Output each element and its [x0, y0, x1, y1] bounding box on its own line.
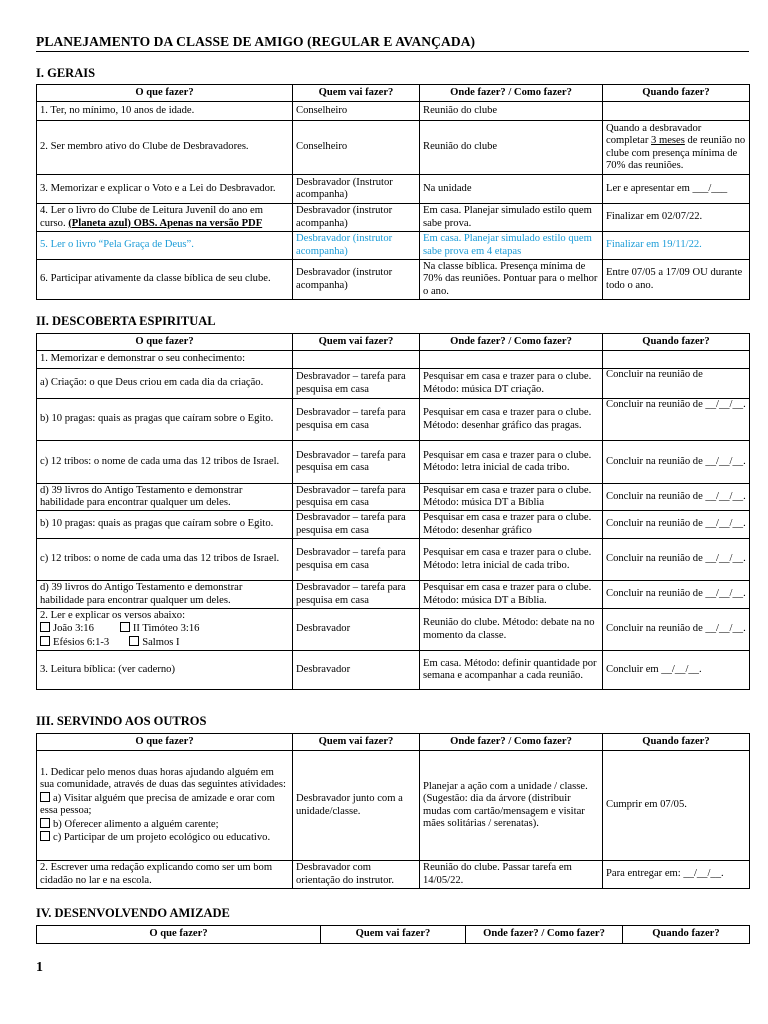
table-header-row	[37, 85, 750, 102]
cell-what	[37, 751, 293, 861]
table-header-row	[37, 734, 750, 751]
cell-where: Em casa. Planejar simulado estilo quem sabe prova em 4 etapas	[420, 232, 603, 260]
verse-col2	[120, 622, 200, 636]
cell-when: Concluir na reunião de	[603, 369, 750, 399]
when-text-part: Quando a desbravador completar	[606, 122, 702, 146]
verse-col2	[129, 636, 179, 650]
cell-where: Em casa. Planejar simulado estilo quem sabe prova.	[420, 204, 603, 232]
header-what: O que fazer?	[37, 926, 321, 944]
section-heading-descoberta: II. DESCOBERTA ESPIRITUAL	[36, 314, 216, 328]
cell-where: Reunião do clube	[420, 102, 603, 121]
section-heading-gerais: I. GERAIS	[36, 66, 96, 80]
cell-what: 3. Leitura bíblica: (ver caderno)	[37, 651, 293, 690]
cell-what: 2. Escrever uma redação explicando como ser um bom cidadão no lar e na escola.	[37, 861, 293, 889]
service-option	[40, 818, 289, 832]
cell-when: Concluir na reunião de __/__/__.	[603, 399, 750, 441]
table-row	[37, 861, 750, 889]
table-row	[37, 609, 750, 651]
service-option	[40, 792, 289, 818]
table-row	[37, 511, 750, 539]
cell-who: Desbravador junto com a unidade/classe.	[293, 751, 420, 861]
table-row	[37, 651, 750, 690]
cell-who: Conselheiro	[293, 121, 420, 175]
header-when: Quando fazer?	[603, 334, 750, 351]
cell-what: 1. Ter, no mínimo, 10 anos de idade.	[37, 102, 293, 121]
cell-where: Pesquisar em casa e trazer para o clube. Método: música DT a Bíblia.	[420, 581, 603, 609]
table-gerais	[36, 84, 750, 300]
table-row	[37, 539, 750, 581]
option-label: c) Participar de um projeto ecológico ou educativo.	[53, 832, 271, 843]
checkbox[interactable]	[40, 792, 50, 802]
cell-what: 6. Participar ativamente da classe bíblica de seu clube.	[37, 260, 293, 300]
verse-label: Salmos I	[142, 636, 180, 648]
checkbox[interactable]	[40, 636, 50, 646]
cell-who: Desbravador – tarefa para pesquisa em casa	[293, 369, 420, 399]
table-header-row	[37, 334, 750, 351]
table-row	[37, 121, 750, 175]
cell-when: Concluir na reunião de __/__/__.	[603, 511, 750, 539]
cell-when: Concluir na reunião de __/__/__.	[603, 441, 750, 484]
cell-who	[293, 351, 420, 369]
what-text-part: 4. Ler o livro do Clube de Leitura Juvenil do ano em curso.	[40, 205, 264, 229]
verse-label: Efésios 6:1-3	[53, 636, 110, 648]
table-row	[37, 581, 750, 609]
cell-where: Em casa. Método: definir quantidade por semana e acompanhar a cada reunião.	[420, 651, 603, 690]
cell-when: Cumprir em 07/05.	[603, 751, 750, 861]
cell-what: d) 39 livros do Antigo Testamento e demonstrar habilidade para encontrar qualquer um deles.	[37, 581, 293, 609]
header-when: Quando fazer?	[603, 734, 750, 751]
checkbox[interactable]	[40, 818, 50, 828]
cell-what: a) Criação: o que Deus criou em cada dia da criação.	[37, 369, 293, 399]
service-option	[40, 831, 289, 845]
table-row	[37, 260, 750, 300]
when-text-part: de reunião no clube com presença mínima de 70% das reuniões.	[606, 135, 746, 171]
cell-when: Para entregar em: __/__/__.	[603, 861, 750, 889]
table-row	[37, 351, 750, 369]
cell-who: Conselheiro	[293, 102, 420, 121]
cell-when: Ler e apresentar em ___/___	[603, 175, 750, 204]
section-heading-amizade: IV. DESENVOLVENDO AMIZADE	[36, 906, 230, 920]
table-row	[37, 441, 750, 484]
cell-what: 1. Memorizar e demonstrar o seu conhecimento:	[37, 351, 293, 369]
table-row	[37, 102, 750, 121]
checkbox[interactable]	[40, 831, 50, 841]
cell-where: Na classe bíblica. Presença mínima de 70% das reuniões. Pontuar para o melhor o ano.	[420, 260, 603, 300]
header-what: O que fazer?	[37, 734, 293, 751]
section-heading-servindo: III. SERVINDO AOS OUTROS	[36, 714, 207, 728]
cell-when: Concluir na reunião de __/__/__.	[603, 484, 750, 511]
pdf-note: OBS. Apenas na versão PDF	[130, 217, 263, 229]
header-who: Quem vai fazer?	[293, 85, 420, 102]
table-row	[37, 484, 750, 511]
table-servindo	[36, 733, 750, 889]
cell-where: Reunião do clube	[420, 121, 603, 175]
cell-who: Desbravador – tarefa para pesquisa em casa	[293, 484, 420, 511]
cell-when	[603, 351, 750, 369]
cell-what: c) 12 tribos: o nome de cada uma das 12 tribos de Israel.	[37, 441, 293, 484]
cell-where: Pesquisar em casa e trazer para o clube. Método: desenhar gráfico das pragas.	[420, 399, 603, 441]
cell-where	[420, 351, 603, 369]
verse-label: João 3:16	[53, 623, 94, 635]
page-title: PLANEJAMENTO DA CLASSE DE AMIGO (REGULAR E AVANÇADA)	[36, 34, 476, 49]
header-what: O que fazer?	[37, 334, 293, 351]
cell-who: Desbravador	[293, 609, 420, 651]
table-header-row	[37, 926, 750, 944]
cell-what: b) 10 pragas: quais as pragas que caíram sobre o Egito.	[37, 511, 293, 539]
cell-where: Pesquisar em casa e trazer para o clube. Método: letra inicial de cada tribo.	[420, 539, 603, 581]
cell-where: Pesquisar em casa e trazer para o clube. Método: música DT criação.	[420, 369, 603, 399]
verse-line	[40, 622, 289, 636]
cell-when: Finalizar em 02/07/22.	[603, 204, 750, 232]
header-when: Quando fazer?	[603, 85, 750, 102]
verse-line	[40, 636, 289, 650]
cell-who: Desbravador com orientação do instrutor.	[293, 861, 420, 889]
when-underlined-duration: 3 meses	[651, 135, 685, 146]
table-amizade	[36, 925, 750, 944]
header-who: Quem vai fazer?	[293, 334, 420, 351]
cell-what: 3. Memorizar e explicar o Voto e a Lei do Desbravador.	[37, 175, 293, 204]
cell-where: Pesquisar em casa e trazer para o clube. Método: desenhar gráfico	[420, 511, 603, 539]
cell-when	[603, 121, 750, 175]
cell-where: Reunião do clube. Passar tarefa em 14/05/22.	[420, 861, 603, 889]
header-when: Quando fazer?	[623, 926, 750, 944]
cell-when: Concluir na reunião de __/__/__.	[603, 581, 750, 609]
cell-when: Concluir na reunião de __/__/__.	[603, 539, 750, 581]
cell-what: c) 12 tribos: o nome de cada uma das 12 tribos de Israel.	[37, 539, 293, 581]
cell-when: Entre 07/05 a 17/09 OU durante todo o ano.	[603, 260, 750, 300]
cell-when: Concluir em __/__/__.	[603, 651, 750, 690]
header-where-how: Onde fazer? / Como fazer?	[420, 734, 603, 751]
header-who: Quem vai fazer?	[321, 926, 466, 944]
cell-where: Na unidade	[420, 175, 603, 204]
cell-who: Desbravador – tarefa para pesquisa em casa	[293, 441, 420, 484]
option-label: b) Oferecer alimento a alguém carente;	[53, 818, 219, 830]
table-row	[37, 204, 750, 232]
cell-what: d) 39 livros do Antigo Testamento e demonstrar habilidade para encontrar qualquer um deles.	[37, 484, 293, 511]
cell-who: Desbravador – tarefa para pesquisa em casa	[293, 399, 420, 441]
checkbox[interactable]	[40, 622, 50, 632]
table-descoberta	[36, 333, 750, 690]
header-where-how: Onde fazer? / Como fazer?	[420, 334, 603, 351]
header-where-how: Onde fazer? / Como fazer?	[466, 926, 623, 944]
cell-who: Desbravador	[293, 651, 420, 690]
option-label: a) Visitar alguém que precisa de amizade e orar com essa pessoa;	[40, 792, 275, 816]
cell-who: Desbravador – tarefa para pesquisa em casa	[293, 581, 420, 609]
page-number: 1	[36, 960, 43, 975]
service-intro: 1. Dedicar pelo menos duas horas ajudando alguém em sua comunidade, através de duas das seguintes atividades:	[40, 766, 286, 790]
checkbox[interactable]	[120, 622, 130, 632]
cell-when	[603, 102, 750, 121]
table-row	[37, 175, 750, 204]
cell-who: Desbravador – tarefa para pesquisa em casa	[293, 539, 420, 581]
cell-where: Pesquisar em casa e trazer para o clube. Método: letra inicial de cada tribo.	[420, 441, 603, 484]
verse-label: II Timóteo 3:16	[132, 623, 200, 635]
verses-intro: 2. Ler e explicar os versos abaixo:	[40, 609, 186, 621]
book-title-bold: (Planeta azul)	[68, 217, 131, 229]
cell-where: Reunião do clube. Método: debate na no momento da classe.	[420, 609, 603, 651]
table-row	[37, 751, 750, 861]
cell-what: b) 10 pragas: quais as pragas que caíram sobre o Egito.	[37, 399, 293, 441]
cell-who: Desbravador – tarefa para pesquisa em casa	[293, 511, 420, 539]
cell-what: 2. Ser membro ativo do Clube de Desbravadores.	[37, 121, 293, 175]
header-what: O que fazer?	[37, 85, 293, 102]
cell-who: Desbravador (instrutor acompanha)	[293, 204, 420, 232]
cell-where: Pesquisar em casa e trazer para o clube. Método: música DT a Bíblia	[420, 484, 603, 511]
cell-where: Planejar a ação com a unidade / classe. (Sugestão: dia da árvore (distribuir mudas com cartão/mensagem e visitar mães solitárias / serenatas).	[420, 751, 603, 861]
header-who: Quem vai fazer?	[293, 734, 420, 751]
cell-who: Desbravador (Instrutor acompanha)	[293, 175, 420, 204]
table-row-highlighted	[37, 232, 750, 260]
cell-what	[37, 609, 293, 651]
cell-who: Desbravador (instrutor acompanha)	[293, 232, 420, 260]
table-row	[37, 399, 750, 441]
title-rule	[36, 51, 749, 52]
cell-what	[37, 204, 293, 232]
cell-what: 5. Ler o livro “Pela Graça de Deus”.	[37, 232, 293, 260]
cell-when: Finalizar em 19/11/22.	[603, 232, 750, 260]
cell-when: Concluir na reunião de __/__/__.	[603, 609, 750, 651]
table-row	[37, 369, 750, 399]
header-where-how: Onde fazer? / Como fazer?	[420, 85, 603, 102]
checkbox[interactable]	[129, 636, 139, 646]
cell-who: Desbravador (instrutor acompanha)	[293, 260, 420, 300]
